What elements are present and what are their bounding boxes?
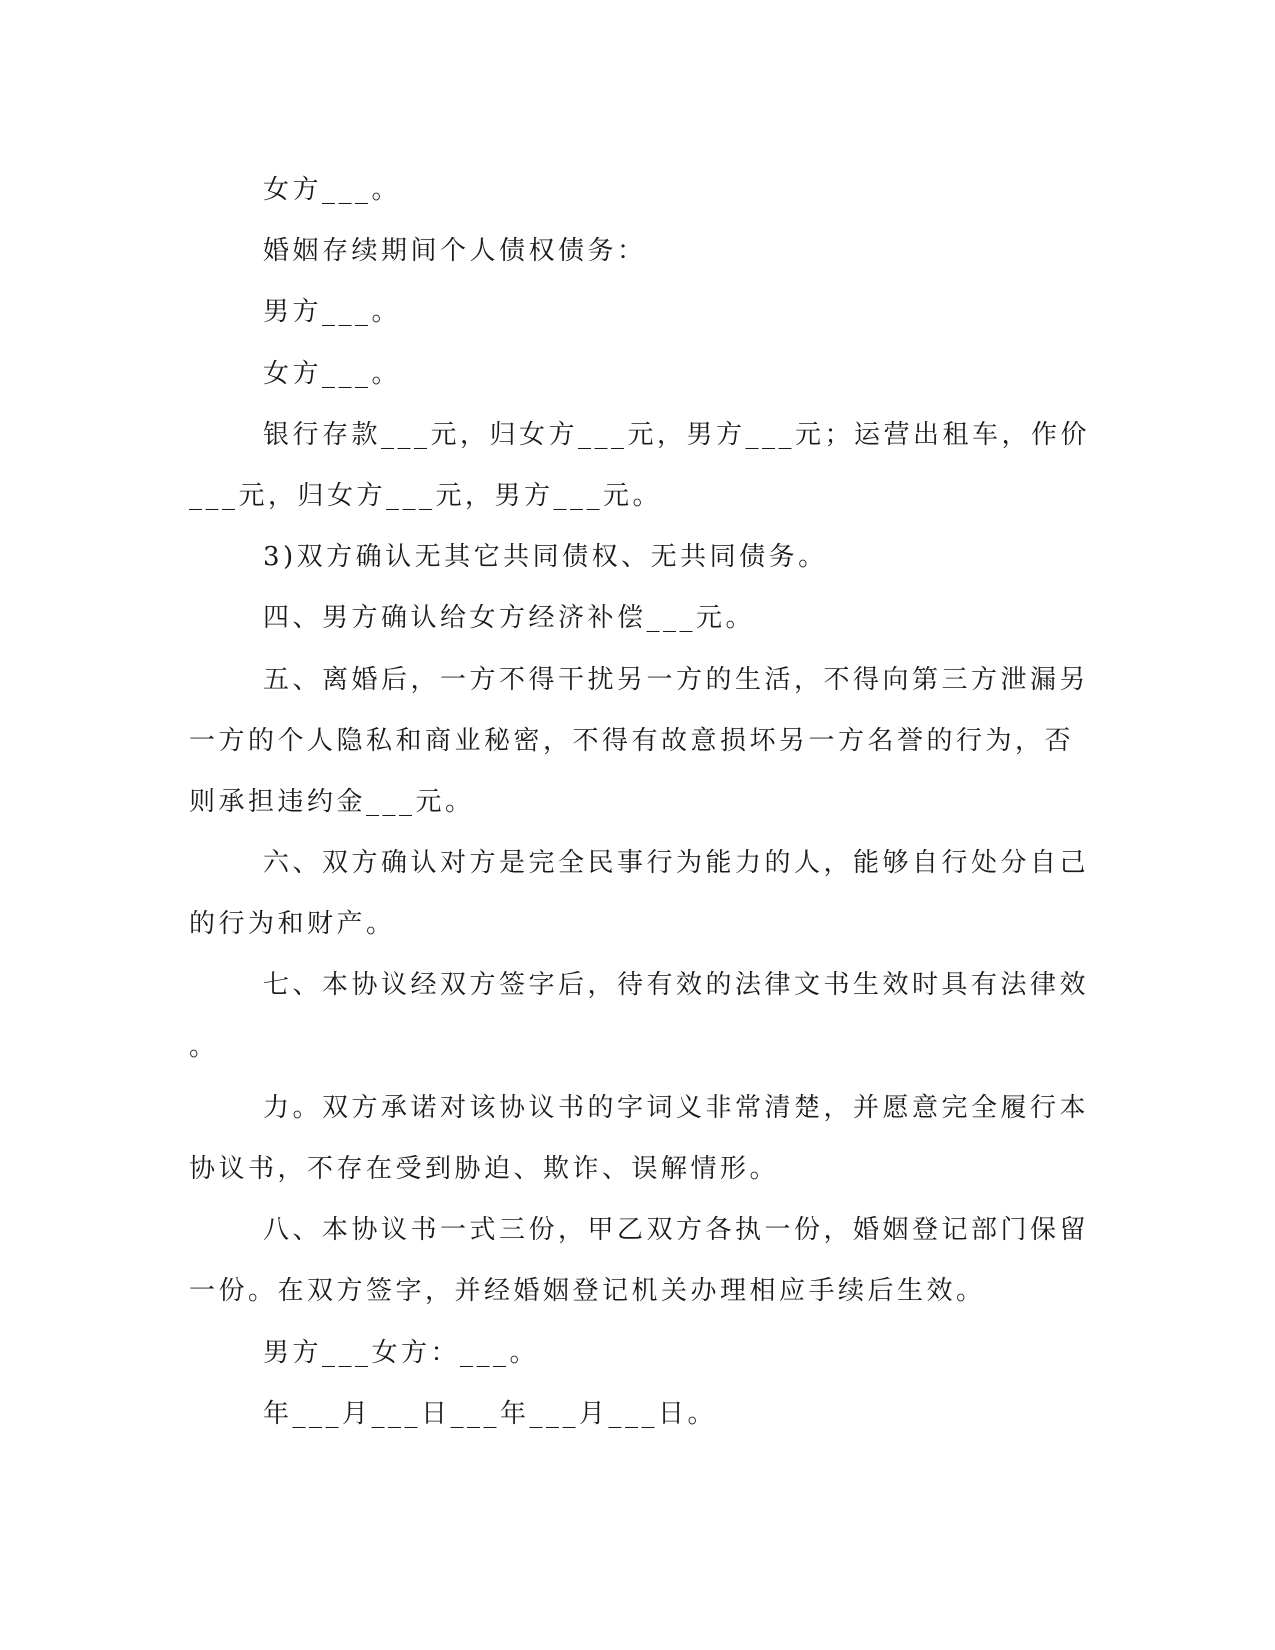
text-line: 七、本协议经双方签字后，待有效的法律文书生效时具有法律效 bbox=[263, 970, 1090, 1001]
text-line: 八、本协议书一式三份，甲乙双方各执一份，婚姻登记部门保留 bbox=[263, 1215, 1090, 1246]
text-line: 年___月___日___年___月___日。 bbox=[263, 1398, 718, 1429]
text-line: 五、离婚后，一方不得干扰另一方的生活，不得向第三方泄漏另 bbox=[263, 664, 1090, 695]
text-line: 。 bbox=[189, 1031, 219, 1062]
text-line: 四、男方确认给女方经济补偿___元。 bbox=[263, 603, 756, 634]
text-line: 男方___。 bbox=[263, 297, 402, 328]
text-line: 协议书，不存在受到胁迫、欺诈、误解情形。 bbox=[189, 1154, 780, 1184]
text-line: 女方___。 bbox=[263, 358, 402, 389]
text-line: 婚姻存续期间个人债权债务： bbox=[263, 236, 647, 267]
text-line: 女方___。 bbox=[263, 175, 402, 205]
document-body bbox=[189, 160, 1091, 1445]
text-line: 3)双方确认无其它共同债权、无共同债务。 bbox=[263, 542, 828, 573]
text-line: 银行存款___元，归女方___元，男方___元；运营出租车，作价 bbox=[263, 419, 1091, 450]
text-line: 一方的个人隐私和商业秘密，不得有故意损坏另一方名誉的行为，否 bbox=[189, 725, 1075, 756]
text-line: 一份。在双方签字，并经婚姻登记机关办理相应手续后生效。 bbox=[189, 1276, 986, 1307]
text-line: 则承担违约金___元。 bbox=[189, 786, 475, 817]
text-line: ___元，归女方___元，男方___元。 bbox=[189, 480, 663, 511]
text-line: 的行为和财产。 bbox=[189, 909, 396, 940]
text-line: 男方___女方：___。 bbox=[263, 1337, 540, 1368]
text-line: 力。双方承诺对该协议书的字词义非常清楚，并愿意完全履行本 bbox=[263, 1092, 1090, 1123]
text-line: 六、双方确认对方是完全民事行为能力的人，能够自行处分自己 bbox=[263, 848, 1090, 879]
